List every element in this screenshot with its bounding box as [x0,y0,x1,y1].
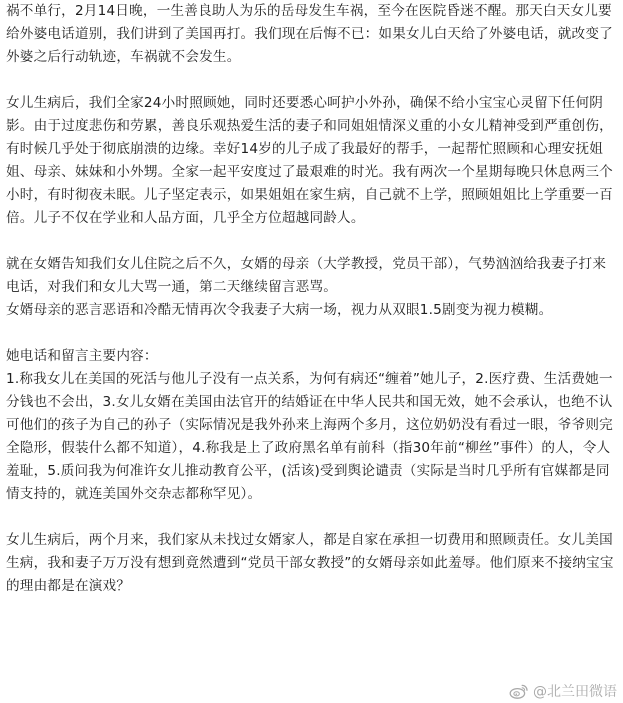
call-content-list [6,345,618,506]
paragraph-family-care: 女儿生病后，我们全家24小时照顾她，同时还要悉心呵护小外孙，确保不给小宝宝心灵留下任何阴影。由于过度悲伤和劳累，善良乐观热爱生活的妻子和同姐姐情深义重的小女儿精神受到严重创伤，有时候几乎处于彻底崩溃的边缘。幸好14岁的儿子成了我最好的帮手，一起帮忙照顾和心理安抚姐姐、母亲、妹妹和小外甥。全家一起平安度过了最艰难的时光。我有两次一个星期每晚只休息两三个小时，有时彻夜未眠。儿子坚定表示，如果姐姐在家生病，自己就不上学，照顾姐姐比上学重要一百倍。儿子不仅在学业和人品方面，几乎全方位超越同龄人。 [6,95,613,226]
weibo-logo-icon [509,683,529,699]
article-body [6,0,618,621]
watermark-text: @北兰田微语 [533,684,617,700]
paragraph-car-accident: 祸不单行，2月14日晚，一生善良助人为乐的岳母发生车祸，至今在医院昏迷不醒。那天白天女儿要给外婆电话道别，我们讲到了美国再打。我们现在后悔不已：如果女儿白天给了外婆电话，就改变了外婆之后行动轨迹，车祸就不会发生。 [6,3,613,65]
paragraph-phone-call: 就在女婿告知我们女儿住院之后不久，女婿的母亲（大学教授，党员干部），气势汹汹给我妻子打来电话，对我们和女儿大骂一通，第二天继续留言恶骂。 [6,256,607,295]
weibo-watermark [509,681,617,701]
list-heading: 她电话和留言主要内容： [6,348,158,364]
paragraph-closing: 女儿生病后，两个月来，我们家从未找过女婿家人，都是自家在承担一切费用和照顾责任。女儿美国生病，我和妻子万万没有想到竟然遭到“党员干部女教授”的女婿母亲如此羞辱。他们原来不接纳宝宝的理由都是在演戏？ [6,532,614,594]
list-body: 1.称我女儿在美国的死活与他儿子没有一点关系，为何有病还“缠着”她儿子，2.医疗费、生活费她一分钱也不会出，3.女儿女婿在美国由法官开的结婚证在中华人民共和国无效，她不会承认，也绝不认可他们的孩子为自己的孙子（实际情况是我外孙来上海两个多月，这位奶奶没有看过一眼，爷爷则完全隐形，假装什么都不知道），4.称我是上了政府黑名单有前科（指30年前“柳丝”事件）的人，令人羞耻，5.质问我为何准许女儿推动教育公平，(活该)受到舆论谴责（实际是当时几乎所有官媒都是同情支持的，就连美国外交杂志都称罕见）。 [6,371,613,502]
paragraph-wife-illness: 女婿母亲的恶言恶语和冷酷无情再次令我妻子大病一场，视力从双眼1.5剧变为视力模糊。 [6,302,553,318]
